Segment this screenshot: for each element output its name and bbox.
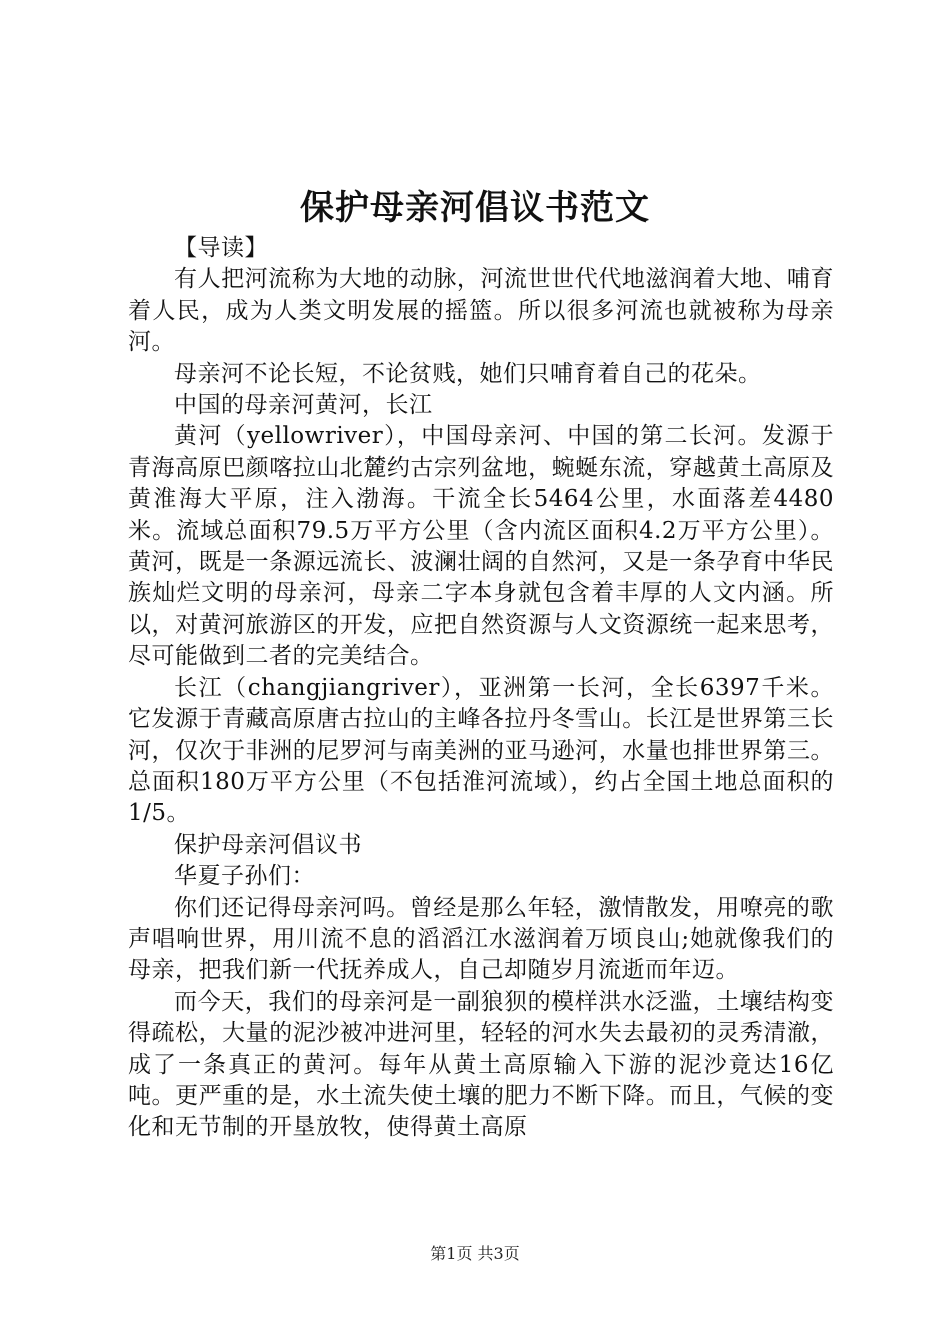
document-body [128,233,834,1144]
section-heading: 保护母亲河倡议书 [174,831,362,858]
paragraph-intro-label: 【导读】 [174,235,268,261]
paragraph: 有人把河流称为大地的动脉，河流世世代代地滋润着大地、哺育着人民，成为人类文明发展的摇篮。所以很多河流也就被称为母亲河。 [128,266,834,356]
salutation: 华夏子孙们： [174,863,315,890]
paragraph: 你们还记得母亲河吗。曾经是那么年轻，激情散发，用嘹亮的歌声唱响世界，用川流不息的滔滔江水滋润着万顷良山;她就像我们的母亲，把我们新一代抚养成人，自己却随岁月流逝而年迈。 [128,894,834,984]
document-title: 保护母亲河倡议书范文 [300,188,650,228]
paragraph: 黄河（yellowriver），中国母亲河、中国的第二长河。发源于青海高原巴颜喀拉山北麓约古宗列盆地，蜿蜒东流，穿越黄土高原及黄淮海大平原，注入渤海。干流全长5464公里，水面落差4480米。流域总面积79.5万平方公里（含内流区面积4.2万平方公里）。黄河，既是一条源远流长、波澜壮阔的自然河，又是一条孕育中华民族灿烂文明的母亲河，母亲二字本身就包含着丰厚的人文内涵。所以，对黄河旅游区的开发，应把自然资源与人文资源统一起来思考，尽可能做到二者的完美结合。 [128,423,834,670]
paragraph: 而今天，我们的母亲河是一副狼狈的模样洪水泛滥，土壤结构变得疏松，大量的泥沙被冲进河里，轻轻的河水失去最初的灵秀清澈，成了一条真正的黄河。每年从黄土高原输入下游的泥沙竟达16亿吨。更严重的是，水土流失使土壤的肥力不断下降。而且，气候的变化和无节制的开垦放牧，使得黄土高原 [128,988,834,1141]
page-number: 第1页 共3页 [430,1244,520,1263]
paragraph: 中国的母亲河黄河，长江 [174,392,433,419]
paragraph: 长江（changjiangriver），亚洲第一长河，全长6397千米。它发源于青藏高原唐古拉山的主峰各拉丹冬雪山。长江是世界第三长河，仅次于非洲的尼罗河与南美洲的亚马逊河，水量也排世界第三。总面积180万平方公里（不包括淮河流域），约占全国土地总面积的1/5。 [128,674,834,827]
paragraph: 母亲河不论长短，不论贫贱，她们只哺育着自己的花朵。 [174,360,762,387]
